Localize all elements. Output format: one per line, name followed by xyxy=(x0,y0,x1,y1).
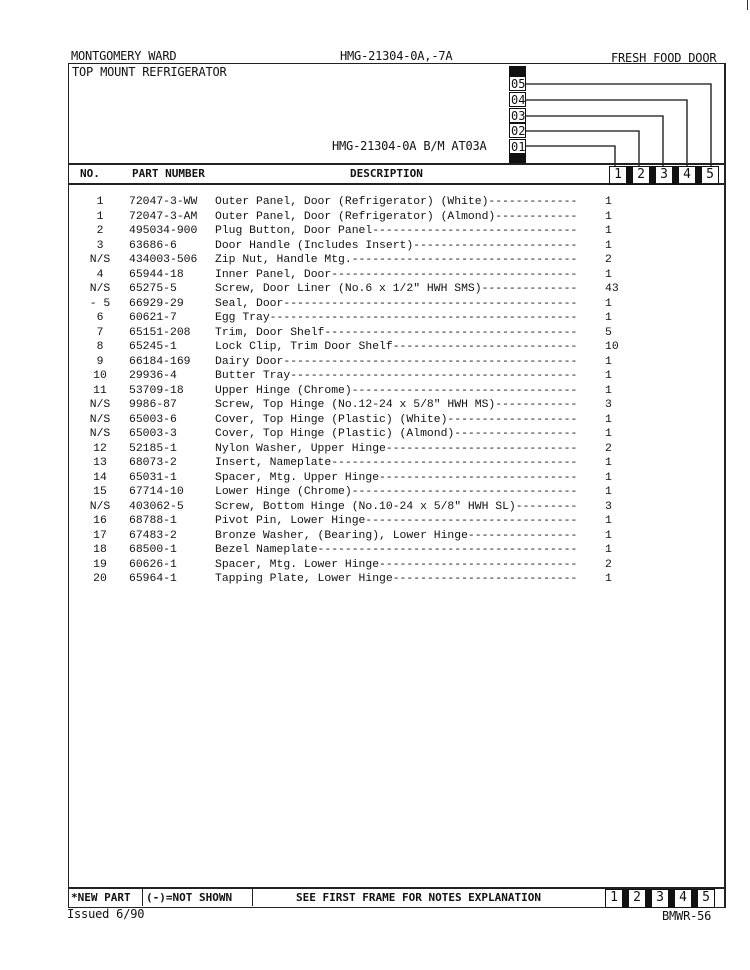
part-quantity: 1 xyxy=(605,384,612,397)
part-quantity: 2 xyxy=(605,254,612,266)
part-quantity: 1 xyxy=(605,457,612,469)
part-quantity: 1 xyxy=(605,370,612,382)
part-number: 72047-3-WW xyxy=(129,196,198,208)
part-number: 65031-1 xyxy=(129,471,177,484)
part-quantity: 2 xyxy=(605,442,612,455)
part-quantity: 1 xyxy=(605,529,612,542)
frame-stack-item: 04 xyxy=(511,93,526,107)
part-item-number: 2 xyxy=(96,225,104,237)
part-quantity: 3 xyxy=(605,500,612,513)
part-description: Trim, Door Shelf------------------------------------- xyxy=(215,326,578,339)
part-number: 68500-1 xyxy=(129,544,177,556)
part-number: 60626-1 xyxy=(129,558,177,571)
part-quantity: 1 xyxy=(605,196,612,208)
section-title: FRESH FOOD DOOR xyxy=(611,51,717,65)
part-description: Zip Nut, Handle Mtg.--------------------------------- xyxy=(215,254,578,266)
page-code: BMWR-56 xyxy=(662,909,712,923)
frame-box: 2 xyxy=(628,889,646,908)
part-quantity: 2 xyxy=(605,558,612,571)
part-quantity: 1 xyxy=(605,210,612,223)
part-quantity: 1 xyxy=(605,471,612,484)
frame-box: 3 xyxy=(655,166,673,185)
frame-box: 2 xyxy=(632,166,650,185)
part-description: Cover, Top Hinge (Plastic) (White)------------------- xyxy=(215,413,578,426)
part-item-number: 18 xyxy=(93,544,107,556)
part-description: Nylon Washer, Upper Hinge---------------------------- xyxy=(215,442,578,455)
part-item-number: 1 xyxy=(96,210,104,223)
part-number: 60621-7 xyxy=(129,312,177,324)
part-quantity: 1 xyxy=(605,225,612,237)
part-quantity: 1 xyxy=(605,486,612,498)
new-part-legend: *NEW PART xyxy=(71,891,131,904)
part-item-number: N/S xyxy=(89,254,111,266)
part-item-number: - 5 xyxy=(89,297,111,310)
part-item-number: 12 xyxy=(93,442,107,455)
part-number: 65151-208 xyxy=(129,326,191,339)
frame-box: 1 xyxy=(609,166,627,185)
part-item-number: 10 xyxy=(93,370,107,382)
frame-stack-item: 02 xyxy=(511,124,526,138)
part-item-number: 8 xyxy=(96,341,104,353)
column-header-description: DESCRIPTION xyxy=(350,167,423,180)
part-item-number: 15 xyxy=(93,486,107,498)
column-header-no: NO. xyxy=(80,167,100,180)
part-description: Seal, Door------------------------------------------- xyxy=(215,297,578,310)
part-quantity: 3 xyxy=(605,399,612,411)
part-number: 434003-506 xyxy=(129,254,198,266)
part-number: 29936-4 xyxy=(129,370,177,382)
part-quantity: 1 xyxy=(605,268,612,281)
product-subtitle: TOP MOUNT REFRIGERATOR xyxy=(72,65,227,79)
part-description: Butter Tray------------------------------------------ xyxy=(215,370,578,382)
part-item-number: 6 xyxy=(96,312,104,324)
part-item-number: 11 xyxy=(93,384,107,397)
part-quantity: 1 xyxy=(605,312,612,324)
part-description: Outer Panel, Door (Refrigerator) (Almond)------------ xyxy=(215,210,578,223)
part-description: Plug Button, Door Panel------------------------------ xyxy=(215,225,578,237)
part-quantity: 1 xyxy=(605,544,612,556)
part-description: Inner Panel, Door------------------------------------ xyxy=(215,268,578,281)
issued-date: Issued 6/90 xyxy=(67,907,145,921)
part-item-number: N/S xyxy=(89,428,111,440)
part-item-number: N/S xyxy=(89,399,111,411)
part-description: Egg Tray--------------------------------------------- xyxy=(215,312,578,324)
frame-box: 5 xyxy=(697,889,715,908)
part-item-number: 1 xyxy=(96,196,104,208)
part-item-number: 20 xyxy=(93,573,107,585)
part-number: 65944-18 xyxy=(129,268,184,281)
part-number: 65964-1 xyxy=(129,573,177,585)
part-number: 72047-3-AM xyxy=(129,210,198,223)
part-item-number: 9 xyxy=(96,355,104,368)
frame-box: 3 xyxy=(651,889,669,908)
part-description: Upper Hinge (Chrome)--------------------------------- xyxy=(215,384,578,397)
frame-stack-item: 01 xyxy=(511,140,526,154)
part-description: Pivot Pin, Lower Hinge------------------------------- xyxy=(215,515,578,527)
part-quantity: 1 xyxy=(605,428,612,440)
part-number: 66929-29 xyxy=(129,297,184,310)
part-number: 495034-900 xyxy=(129,225,198,237)
part-quantity: 1 xyxy=(605,355,612,368)
part-description: Cover, Top Hinge (Plastic) (Almond)------------------ xyxy=(215,428,578,440)
part-description: Lower Hinge (Chrome)--------------------------------- xyxy=(215,486,578,498)
part-quantity: 1 xyxy=(605,297,612,310)
part-description: Lock Clip, Trim Door Shelf--------------------------- xyxy=(215,341,578,353)
part-description: Bezel Nameplate-------------------------------------- xyxy=(215,544,578,556)
part-quantity: 10 xyxy=(605,341,619,353)
frame-box: 5 xyxy=(701,166,719,185)
part-description: Spacer, Mtg. Lower Hinge----------------------------- xyxy=(215,558,578,571)
part-item-number: N/S xyxy=(89,283,111,295)
part-quantity: 1 xyxy=(605,413,612,426)
part-item-number: 13 xyxy=(93,457,107,469)
part-number: 67483-2 xyxy=(129,529,177,542)
column-header-part-number: PART NUMBER xyxy=(132,167,205,180)
part-number: 65275-5 xyxy=(129,283,177,295)
part-number: 65003-3 xyxy=(129,428,177,440)
part-quantity: 1 xyxy=(605,515,612,527)
part-quantity: 5 xyxy=(605,326,612,339)
notes-explanation: SEE FIRST FRAME FOR NOTES EXPLANATION xyxy=(296,891,542,904)
scan-mark xyxy=(747,0,748,10)
part-item-number: 16 xyxy=(93,515,107,527)
part-description: Outer Panel, Door (Refrigerator) (White)------------- xyxy=(215,196,578,208)
model-number-top: HMG-21304-0A,-7A xyxy=(340,49,453,63)
part-description: Dairy Door------------------------------------------- xyxy=(215,355,578,368)
part-item-number: 4 xyxy=(96,268,104,281)
part-description: Spacer, Mtg. Upper Hinge----------------------------- xyxy=(215,471,578,484)
part-number: 66184-169 xyxy=(129,355,191,368)
part-item-number: 17 xyxy=(93,529,107,542)
not-shown-legend: (-)=NOT SHOWN xyxy=(146,891,233,904)
part-number: 52185-1 xyxy=(129,442,177,455)
part-quantity: 1 xyxy=(605,573,612,585)
part-number: 68073-2 xyxy=(129,457,177,469)
part-quantity: 1 xyxy=(605,239,612,252)
part-number: 403062-5 xyxy=(129,500,184,513)
part-item-number: N/S xyxy=(89,413,111,426)
part-quantity: 43 xyxy=(605,283,619,295)
part-number: 53709-18 xyxy=(129,384,184,397)
part-number: 9986-87 xyxy=(129,399,177,411)
part-number: 65003-6 xyxy=(129,413,177,426)
part-description: Screw, Door Liner (No.6 x 1/2" HWH SMS)-------------- xyxy=(215,283,578,295)
frame-stack-item: 05 xyxy=(511,77,526,91)
part-description: Bronze Washer, (Bearing), Lower Hinge---------------- xyxy=(215,529,578,542)
header-rule-top xyxy=(68,163,725,165)
part-description: Screw, Bottom Hinge (No.10-24 x 5/8" HWH SL)--------- xyxy=(215,500,578,513)
part-number: 63686-6 xyxy=(129,239,177,252)
part-item-number: N/S xyxy=(89,500,111,513)
brand-name: MONTGOMERY WARD xyxy=(71,49,177,63)
frame-box: 4 xyxy=(678,166,696,185)
model-bm: HMG-21304-0A B/M AT03A xyxy=(332,139,487,153)
part-description: Insert, Nameplate------------------------------------ xyxy=(215,457,578,469)
part-item-number: 3 xyxy=(96,239,104,252)
part-item-number: 7 xyxy=(96,326,104,339)
part-description: Door Handle (Includes Insert)------------------------ xyxy=(215,239,578,252)
part-item-number: 14 xyxy=(93,471,107,484)
part-number: 67714-10 xyxy=(129,486,184,498)
frame-box: 4 xyxy=(674,889,692,908)
frame-box: 1 xyxy=(605,889,623,908)
frame-stack-item: 03 xyxy=(511,109,526,123)
part-description: Screw, Top Hinge (No.12-24 x 5/8" HWH MS)------------ xyxy=(215,399,578,411)
part-number: 65245-1 xyxy=(129,341,177,353)
part-item-number: 19 xyxy=(93,558,107,571)
part-description: Tapping Plate, Lower Hinge--------------------------- xyxy=(215,573,578,585)
part-number: 68788-1 xyxy=(129,515,177,527)
